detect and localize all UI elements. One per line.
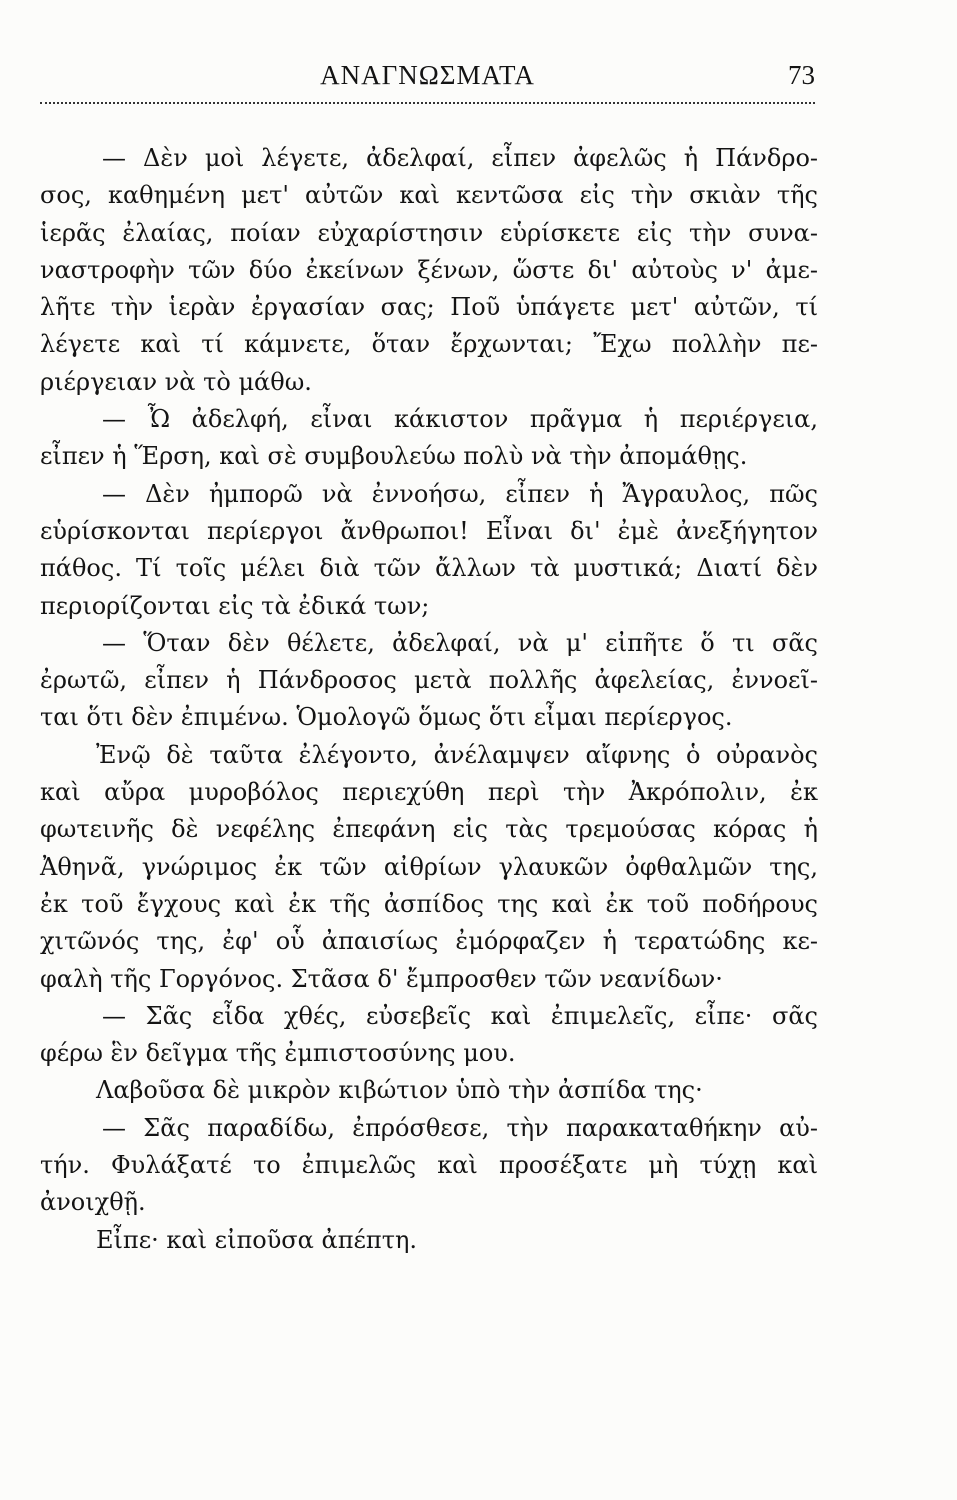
text-line: λῆτε τὴν ἱερὰν ἐργασίαν σας; Ποῦ ὑπάγετε μετ' αὐτῶν, τί [40, 293, 818, 322]
text-line: ἐκ τοῦ ἔγχους καὶ ἐκ τῆς ἀσπίδος της καὶ ἐκ τοῦ ποδήρους [40, 889, 818, 918]
text-line: ἐρωτῶ, εἶπεν ἡ Πάνδροσος μετὰ πολλῆς ἀφελείας, ἐννοεῖ- [40, 666, 818, 695]
text-line: — Ὅταν δὲν θέλετε, ἀδελφαί, νὰ μ' εἰπῆτε ὅ τι σᾶς [102, 628, 818, 657]
page-number: 73 [788, 60, 815, 90]
text-line: ται ὅτι δὲν ἐπιμένω. Ὁμολογῶ ὅμως ὅτι εἶμαι περίεργος. [40, 703, 733, 732]
text-line: ἱερᾶς ἐλαίας, ποίαν εὐχαρίστησιν εὑρίσκετε εἰς τὴν συνα- [40, 218, 818, 247]
text-line: εὑρίσκονται περίεργοι ἄνθρωποι! Εἶναι δι' ἐμὲ ἀνεξήγητον [40, 516, 818, 545]
text-line: Ἐνῷ δὲ ταῦτα ἐλέγοντο, ἀνέλαμψεν αἴφνης ὁ οὐρανὸς [96, 740, 818, 769]
text-line: σος, καθημένη μετ' αὐτῶν καὶ κεντῶσα εἰς τὴν σκιὰν τῆς [40, 181, 818, 210]
text-line: ριέργειαν νὰ τὸ μάθω. [40, 367, 312, 396]
text-line: φωτεινῆς δὲ νεφέλης ἐπεφάνη εἰς τὰς τρεμούσας κόρας ἡ [40, 815, 818, 844]
page-header [40, 60, 815, 104]
text-line: πάθος. Τί τοῖς μέλει διὰ τῶν ἄλλων τὰ μυστικά; Διατί δὲν [40, 554, 818, 583]
text-line: φαλὴ τῆς Γοργόνος. Στᾶσα δ' ἔμπροσθεν τῶν νεανίδων· [40, 964, 723, 993]
text-line: — Δὲν μοὶ λέγετε, ἀδελφαί, εἶπεν ἀφελῶς ἡ Πάνδρο- [102, 144, 818, 172]
text-line: — Δὲν ἠμπορῶ νὰ ἐννοήσω, εἶπεν ἡ Ἄγραυλος, πῶς [102, 479, 818, 508]
text-line: — Σᾶς εἶδα χθές, εὐσεβεῖς καὶ ἐπιμελεῖς, εἶπε· σᾶς [102, 1001, 818, 1030]
text-line: ναστροφὴν τῶν δύο ἐκείνων ξένων, ὥστε δι' αὐτοὺς ν' ἀμε- [40, 255, 818, 284]
text-line: τήν. Φυλάξατέ το ἐπιμελῶς καὶ προσέξατε μὴ τύχῃ καὶ [40, 1151, 818, 1180]
text-line: Εἶπε· καὶ εἰποῦσα ἀπέπτη. [96, 1225, 417, 1254]
text-line: χιτῶνός της, ἐφ' οὗ ἀπαισίως ἐμόρφαζεν ἡ τερατώδης κε- [40, 927, 818, 956]
text-line: Λαβοῦσα δὲ μικρὸν κιβώτιον ὑπὸ τὴν ἀσπίδα της· [96, 1076, 703, 1105]
text-line: εἶπεν ἡ Ἕρση, καὶ σὲ συμβουλεύω πολὺ νὰ τὴν ἀπομάθῃς. [40, 442, 748, 471]
text-line: — Ὦ ἀδελφή, εἶναι κάκιστον πρᾶγμα ἡ περιέργεια, [102, 405, 818, 434]
running-title: ΑΝΑΓΝΩΣΜΑΤΑ [320, 60, 535, 90]
body-text [40, 140, 818, 1259]
text-line: περιορίζονται εἰς τὰ ἐδικά των; [40, 591, 430, 620]
text-line: ἀνοιχθῇ. [40, 1188, 146, 1217]
text-line: καὶ αὔρα μυροβόλος περιεχύθη περὶ τὴν Ἀκρόπολιν, ἐκ [40, 778, 818, 807]
text-line: λέγετε καὶ τί κάμνετε, ὅταν ἔρχωνται; Ἔχω πολλὴν πε- [40, 330, 818, 359]
header-rule [40, 102, 815, 104]
text-line: Ἀθηνᾶ, γνώριμος ἐκ τῶν αἰθρίων γλαυκῶν ὀφθαλμῶν της, [40, 852, 818, 881]
text-line: φέρω ἓν δεῖγμα τῆς ἐμπιστοσύνης μου. [40, 1039, 516, 1068]
text-line: — Σᾶς παραδίδω, ἐπρόσθεσε, τὴν παρακαταθήκην αὐ- [102, 1113, 818, 1142]
